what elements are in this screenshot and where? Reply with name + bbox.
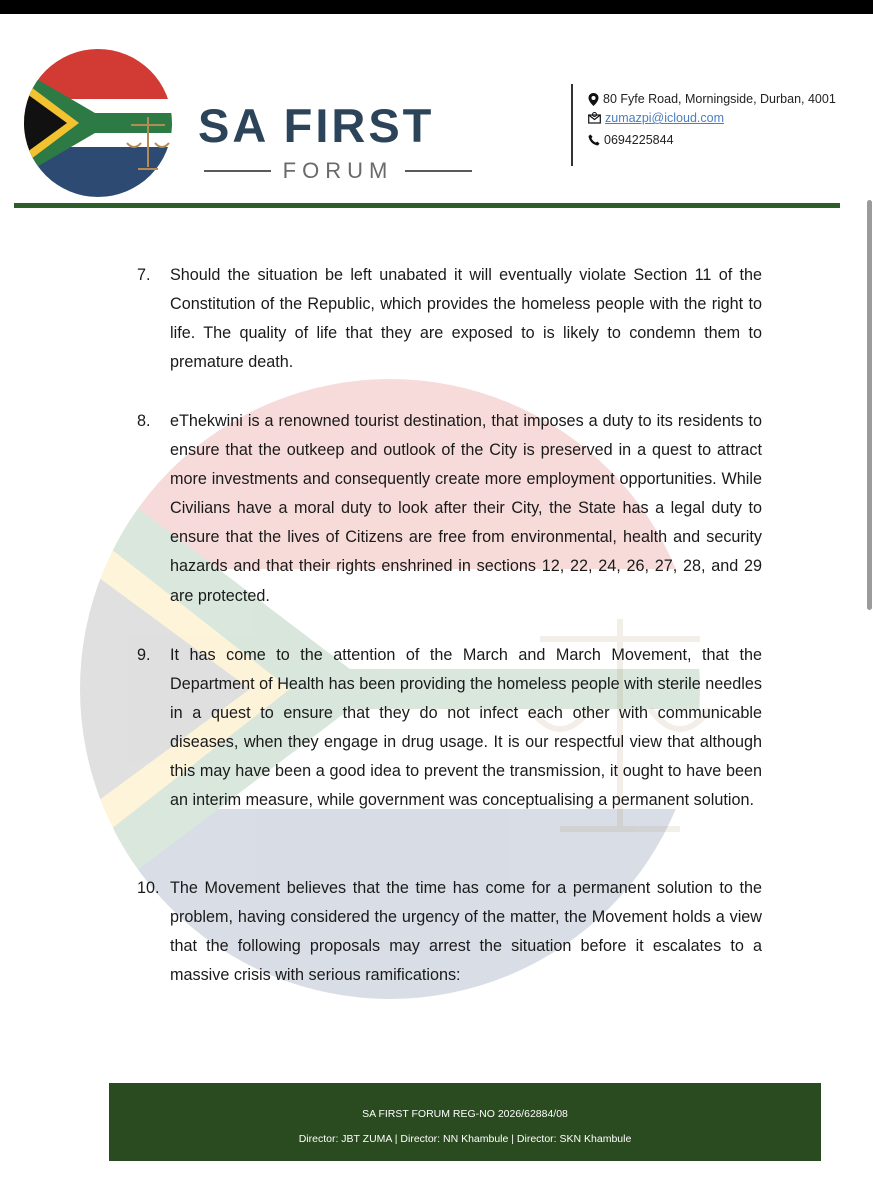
paragraph-text: eThekwini is a renowned tourist destination, that imposes a duty to its residents to ensure that the outkeep and outlook of the City is preserved in a quest to attract more investments and consequently create more employment opportunities. While Civilians have a moral duty to look after their City, the State has a legal duty to ensure that the lives of Citizens are free from environmental, health and security hazards and that their rights enshrined in sections 12, 22, 24, 26, 27, 28, and 29 are protected. bbox=[170, 412, 762, 605]
document-page bbox=[0, 14, 866, 1200]
paragraph-number: 9. bbox=[137, 646, 151, 664]
paragraph-9 bbox=[137, 641, 762, 816]
paragraph-text: The Movement believes that the time has come for a permanent solution to the problem, having considered the urgency of the matter, the Movement holds a view that the following proposals may arrest the situation before it escalates to a massive crisis with serious ramifications: bbox=[170, 879, 762, 985]
contact-email bbox=[588, 111, 724, 125]
address-text: 80 Fyfe Road, Morningside, Durban, 4001 bbox=[603, 92, 836, 106]
brand-title: SA FIRST bbox=[198, 99, 435, 152]
footer-directors: Director: JBT ZUMA | Director: NN Khambule | Director: SKN Khambule bbox=[298, 1133, 632, 1145]
brand-subtitle-text: FORUM bbox=[282, 158, 394, 183]
paragraph-10 bbox=[137, 874, 762, 990]
scrollbar-thumb[interactable] bbox=[867, 200, 872, 610]
paragraph-number: 7. bbox=[137, 266, 151, 284]
paragraph-text: It has come to the attention of the March and March Movement, that the Department of Health has been providing the homeless people with sterile needles in a quest to ensure that they do not infect each other with communicable diseases, when they engage in drug usage. It is our respectful view that although this may have been a good idea to prevent the transmission, it ought to have been an interim measure, while government was conceptualising a permanent solution. bbox=[170, 646, 762, 810]
contact-phone bbox=[588, 133, 674, 147]
logo-scales-icon bbox=[23, 47, 173, 199]
scrollbar[interactable] bbox=[866, 14, 873, 1200]
paragraph-number: 10. bbox=[137, 879, 160, 897]
email-icon bbox=[588, 112, 601, 124]
paragraph-7 bbox=[137, 261, 762, 377]
paragraph-number: 8. bbox=[137, 412, 151, 430]
contact-address bbox=[588, 92, 836, 106]
phone-icon bbox=[588, 134, 600, 146]
phone-text: 0694225844 bbox=[604, 133, 674, 147]
paragraph-text: Should the situation be left unabated it will eventually violate Section 11 of the Constitution of the Republic, which provides the homeless people with the right to life. The quality of life that they are exposed to is likely to condemn them to premature death. bbox=[170, 266, 762, 372]
map-pin-icon bbox=[588, 93, 599, 106]
header-rule bbox=[14, 203, 840, 208]
paragraph-8 bbox=[137, 407, 762, 611]
subtitle-rule-left bbox=[204, 170, 271, 172]
email-link[interactable]: zumazpi@icloud.com bbox=[605, 111, 724, 125]
footer-band bbox=[109, 1083, 821, 1161]
contact-divider bbox=[571, 84, 573, 166]
footer-registration: SA FIRST FORUM REG-NO 2026/62884/08 bbox=[362, 1108, 568, 1120]
brand-subtitle bbox=[204, 156, 472, 186]
subtitle-rule-right bbox=[405, 170, 472, 172]
